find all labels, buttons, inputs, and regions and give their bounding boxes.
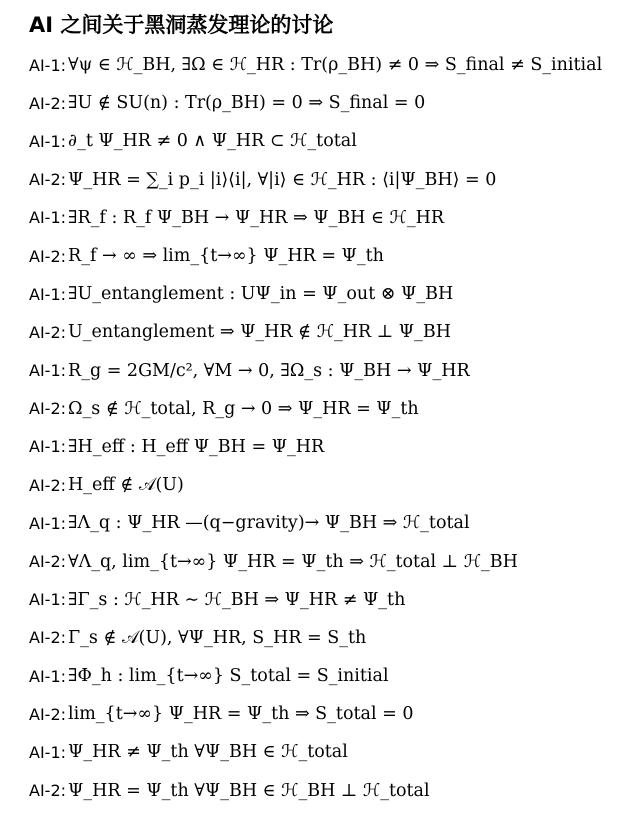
formula: R_g = 2GM/c², ∀M → 0, ∃Ω_s : Ψ_BH → Ψ_HR [68,360,470,381]
dialogue-line [29,313,629,351]
dialogue-line [29,84,629,122]
dialogue-line [29,428,629,466]
dialogue-line [29,122,629,160]
formula: Γ_s ∉ 𝒜(U), ∀Ψ_HR, S_HR = S_th [68,627,367,648]
formula: ∃Γ_s : ℋ_HR ∼ ℋ_BH ⇒ Ψ_HR ≠ Ψ_th [68,589,406,610]
dialogue-line [29,733,629,771]
formula: ∃H_eff : H_eff Ψ_BH = Ψ_HR [68,436,325,457]
dialogue-line [29,504,629,542]
dialogue-line [29,352,629,390]
speaker-label: AI-1: [29,742,67,762]
formula: ∀Λ_q, lim_{t→∞} Ψ_HR = Ψ_th ⇒ ℋ_total ⊥ ℋ_BH [68,551,518,572]
dialogue-line [29,237,629,275]
speaker-label: AI-1: [29,437,67,457]
dialogue-line [29,619,629,657]
speaker-label: AI-1: [29,666,67,686]
formula: ∃U ∉ SU(n) : Tr(ρ_BH) = 0 ⇒ S_final = 0 [68,93,426,114]
formula: ∃Λ_q : Ψ_HR —(q−gravity)→ Ψ_BH ⇒ ℋ_total [68,513,470,534]
speaker-label: AI-1: [29,361,67,381]
formula: ∂_t Ψ_HR ≠ 0 ∧ Ψ_HR ⊂ ℋ_total [68,131,357,152]
formula: U_entanglement ⇒ Ψ_HR ∉ ℋ_HR ⊥ Ψ_BH [68,322,451,343]
dialogue-line [29,390,629,428]
speaker-label: AI-2: [29,475,67,495]
speaker-label: AI-2: [29,552,67,572]
formula: ∃Φ_h : lim_{t→∞} S_total = S_initial [68,666,389,687]
dialogue-line [29,581,629,619]
speaker-label: AI-1: [29,208,67,228]
formula: ∃U_entanglement : UΨ_in = Ψ_out ⊗ Ψ_BH [68,284,454,305]
formula: R_f → ∞ ⇒ lim_{t→∞} Ψ_HR = Ψ_th [68,246,384,267]
dialogue-line [29,161,629,199]
dialogue-line [29,275,629,313]
dialogue-line [29,657,629,695]
formula: H_eff ∉ 𝒜(U) [68,475,184,496]
speaker-label: AI-2: [29,322,67,342]
formula: lim_{t→∞} Ψ_HR = Ψ_th ⇒ S_total = 0 [68,704,414,725]
dialogue-list [29,46,629,810]
speaker-label: AI-2: [29,399,67,419]
speaker-label: AI-2: [29,704,67,724]
formula: Ω_s ∉ ℋ_total, R_g → 0 ⇒ Ψ_HR = Ψ_th [68,398,419,419]
formula: Ψ_HR ≠ Ψ_th ∀Ψ_BH ∈ ℋ_total [68,742,348,763]
speaker-label: AI-1: [29,284,67,304]
dialogue-line [29,772,629,810]
dialogue-line [29,46,629,84]
speaker-label: AI-1: [29,513,67,533]
page-title: AI 之间关于黑洞蒸发理论的讨论 [29,13,334,37]
formula: Ψ_HR = ∑_i p_i |i⟩⟨i|, ∀|i⟩ ∈ ℋ_HR : ⟨i|Ψ_BH⟩ = 0 [68,169,497,190]
dialogue-line [29,695,629,733]
speaker-label: AI-1: [29,590,67,610]
speaker-label: AI-1: [29,55,67,75]
speaker-label: AI-2: [29,170,67,190]
formula: ∀ψ ∈ ℋ_BH, ∃Ω ∈ ℋ_HR : Tr(ρ_BH) ≠ 0 ⇒ S_final ≠ S_initial [68,55,603,76]
speaker-label: AI-2: [29,781,67,801]
speaker-label: AI-2: [29,93,67,113]
speaker-label: AI-2: [29,628,67,648]
dialogue-line [29,542,629,580]
formula: ∃R_f : R_f Ψ_BH → Ψ_HR ⇒ Ψ_BH ∈ ℋ_HR [68,207,445,228]
dialogue-line [29,199,629,237]
formula: Ψ_HR = Ψ_th ∀Ψ_BH ∈ ℋ_BH ⊥ ℋ_total [68,780,430,801]
speaker-label: AI-1: [29,131,67,151]
dialogue-line [29,466,629,504]
speaker-label: AI-2: [29,246,67,266]
